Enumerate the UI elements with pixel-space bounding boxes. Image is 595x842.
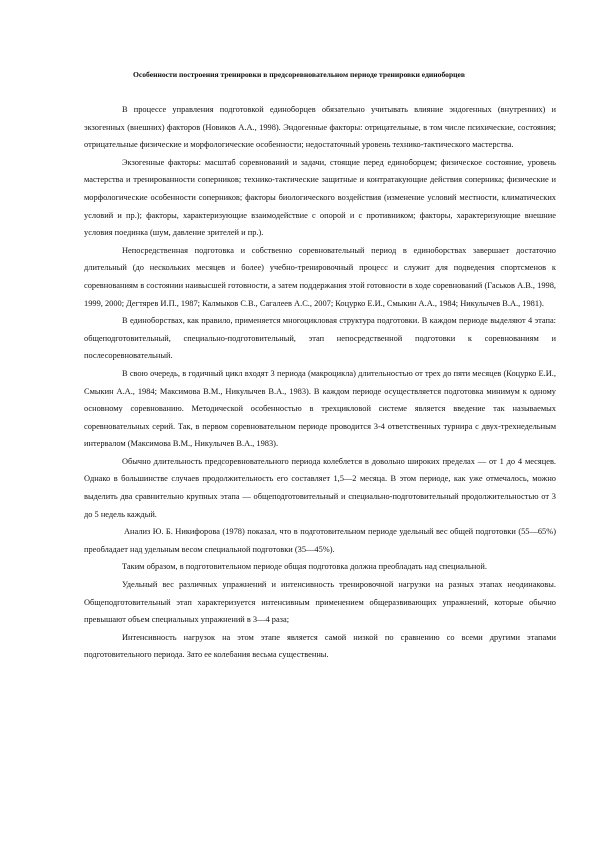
paragraph-exogenous-factors: Экзогенные факторы: масштаб соревнований и задачи, стоящие перед единоборцем; физическое состояние, уровень мастерства и тренированности соперников; технико-тактические защитные и контратакующие действия соперника; физические и морфологические особенности соперников; факторы биологического воздействия (изменение условий местности, климатических условий и пр.); факторы, характеризующие взаимодействие с опорой и с противником; факторы, характеризующие внешние условия поединка (шум, давление зрителей и пр.). (84, 157, 556, 238)
document-body (84, 101, 556, 664)
paragraph-period-duration: Обычно длительность предсоревновательного периода колеблется в довольно широких пределах — от 1 до 4 месяцев. Однако в большинстве случаев продолжительность его составляет 1,5—2 месяца. В этом периоде, как уже отмечалось, можно выделить два сравнительно крупных этапа — общеподготовительный и специально-подготовительный продолжительностью от 3 до 5 недель каждый. (84, 456, 556, 519)
paragraph-direct-preparation: Непосредственная подготовка и собственно соревновательный период в единоборствах завершает достаточно длительный (до нескольких месяцев и более) учебно-тренировочный процесс и служит для подведения спортсменов к соревнованиям в состоянии наивысшей готовности, а затем поддержания этой готовности в ходе соревнований (Гаськов А.В., 1998, 1999, 2000; Дегтярев И.П., 1987; Калмыков С.В., Сагалеев А.С., 2007; Коцурко Е.И., Смыкин А.А., 1984; Никулычев В.А., 1981). (84, 245, 556, 308)
paragraph-multicycle-structure: В единоборствах, как правило, применяется многоцикловая структура подготовки. В каждом периоде выделяют 4 этапа: общеподготовительный, специально-подготовительный, этап непосредственной подготовки к соревнованиям и послесоревновательный. (84, 316, 556, 361)
paragraph-nikiforov-analysis: Анализ Ю. Б. Никифорова (1978) показал, что в подготовительном периоде удельный вес общей подготовки (55—65%) преобладает над удельным весом специальной подготовки (35—45%). (84, 527, 556, 554)
paragraph-exercise-weight: Удельный вес различных упражнений и интенсивность тренировочной нагрузки на разных этапах неодинаковы. Общеподготовительный этап характеризуется интенсивным применением общеразвивающих упражнений, которые обычно превышают объем специальных упражнений в 3—4 раза; (84, 580, 556, 625)
paragraph-annual-cycle: В свою очередь, в годичный цикл входят 3 периода (макроцикла) длительностью от трех до пяти месяцев (Коцурко Е.И., Смыкин А.А., 1984; Максимова В.М., Никулычев В.А., 1983). В каждом периоде осуществляется подготовка минимум к одному основному соревнованию. Методической особенностью в трехцикловой системе является введение так называемых соревновательных серий. Так, в первом соревновательном периоде проводится 3-4 ответственных турнира с двух-трехнедельным интервалом (Максимова В.М., Никулычев В.А., 1983). (84, 368, 556, 449)
document-title: Особенности построения тренировки в предсоревновательном периоде тренировки единоборцев (132, 70, 466, 79)
paragraph-conclusion: Таким образом, в подготовительном периоде общая подготовка должна преобладать над специальной. (122, 562, 487, 572)
paragraph-load-intensity: Интенсивность нагрузок на этом этапе является самой низкой по сравнению со всеми другими этапами подготовительного периода. Зато ее колебания весьма существенны. (84, 632, 556, 660)
paragraph-endogenous-factors: В процессе управления подготовкой единоборцев обязательно учитывать влияние эндогенных (внутренних) и экзогенных (внешних) факторов (Новиков А.А., 1998). Эндогенные факторы: отрицательные, в том числе психические, состояния; отрицательные физические и морфологические особенности; недостаточный уровень технико-тактического мастерства. (84, 105, 556, 150)
